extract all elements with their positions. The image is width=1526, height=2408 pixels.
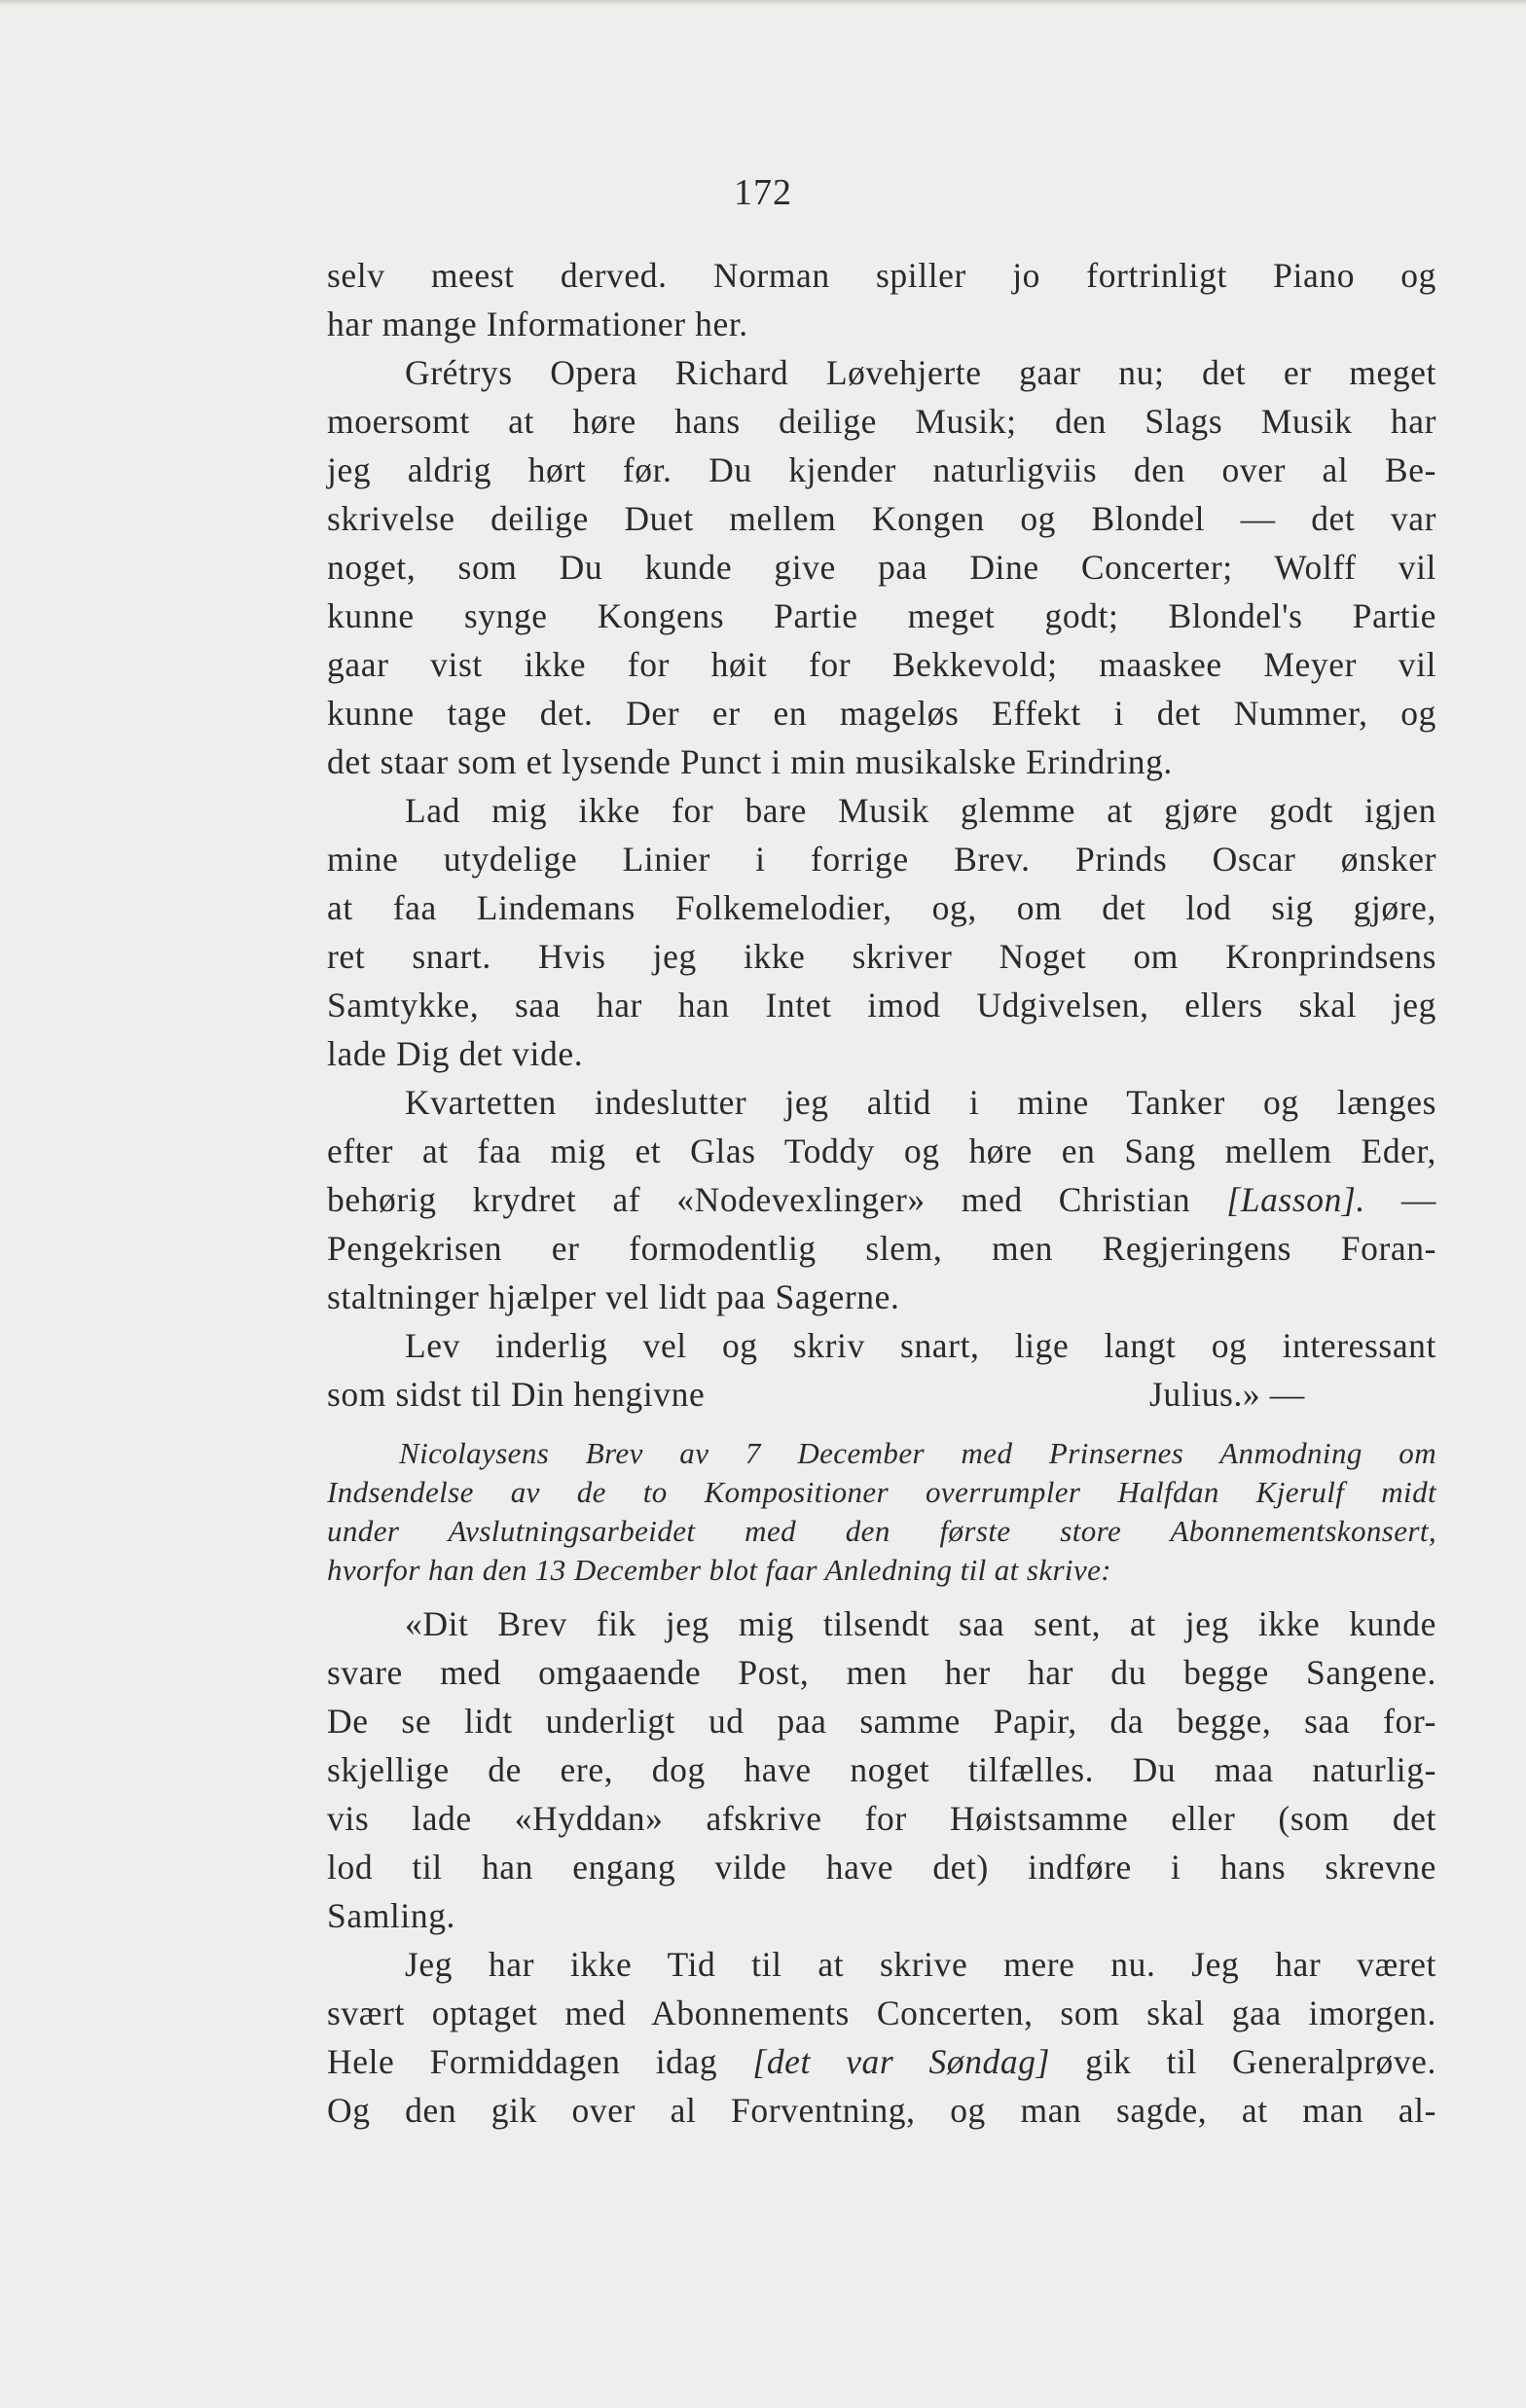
note-line: hvorfor han den 13 December blot faar Anledning til at skrive:	[327, 1553, 1111, 1587]
main-text-block	[327, 251, 1436, 2135]
text-line: Samtykke, saa har han Intet imod Udgivelsen, ellers skal jeg	[327, 986, 1436, 1024]
text-line: Grétrys Opera Richard Løvehjerte gaar nu; det er meget	[405, 353, 1436, 392]
text-line: Lev inderlig vel og skriv snart, lige langt og interessant	[405, 1326, 1436, 1365]
text-span: Hele Formiddagen idag	[327, 2042, 753, 2081]
note-line: under Avslutningsarbeidet med den første store Abonnementskonsert,	[327, 1514, 1436, 1548]
text-line: kunne synge Kongens Partie meget godt; Blondel's Partie	[327, 596, 1436, 635]
text-line: «Dit Brev fik jeg mig tilsendt saa sent, at jeg ikke kunde	[405, 1604, 1436, 1643]
text-line: kunne tage det. Der er en mageløs Effekt i det Nummer, og	[327, 694, 1436, 733]
text-line: moersomt at høre hans deilige Musik; den Slags Musik har	[327, 402, 1436, 441]
text-span: gik til Generalprøve.	[1050, 2042, 1437, 2081]
text-line: Og den gik over al Forventning, og man sagde, at man al-	[327, 2091, 1436, 2130]
text-line	[327, 1175, 1436, 1224]
text-line: lade Dig det vide.	[327, 1034, 584, 1073]
text-line: lod til han engang vilde have det) indføre i hans skrevne	[327, 1848, 1436, 1887]
text-line: det staar som et lysende Punct i min musikalske Erindring.	[327, 742, 1173, 781]
text-line: De se lidt underligt ud paa samme Papir, da begge, saa for-	[327, 1702, 1436, 1741]
text-line: skrivelse deilige Duet mellem Kongen og Blondel — det var	[327, 499, 1436, 538]
text-line: jeg aldrig hørt før. Du kjender naturligviis den over al Be-	[327, 450, 1436, 489]
italic-annotation: [Lasson].	[1226, 1180, 1365, 1219]
text-line: mine utydelige Linier i forrige Brev. Prinds Oscar ønsker	[327, 840, 1436, 879]
editorial-note	[327, 1434, 1436, 1590]
text-line: gaar vist ikke for høit for Bekkevold; maaskee Meyer vil	[327, 645, 1436, 684]
text-line: staltninger hjælper vel lidt paa Sagerne.	[327, 1277, 900, 1316]
closing-text: som sidst til Din hengivne	[327, 1375, 706, 1414]
text-line: vis lade «Hyddan» afskrive for Høistsamme eller (som det	[327, 1799, 1436, 1838]
note-line: Nicolaysens Brev av 7 December med Prinsernes Anmodning om	[399, 1436, 1436, 1470]
text-line: skjellige de ere, dog have noget tilfælles. Du maa naturlig-	[327, 1750, 1436, 1789]
note-line: Indsendelse av de to Kompositioner overrumpler Halfdan Kjerulf midt	[327, 1475, 1436, 1509]
text-line: selv meest derved. Norman spiller jo fortrinligt Piano og	[327, 256, 1436, 295]
text-line: at faa Lindemans Folkemelodier, og, om det lod sig gjøre,	[327, 888, 1436, 927]
page-edge-shadow	[0, 0, 1526, 6]
text-line: Samling.	[327, 1896, 456, 1935]
text-span: —	[1364, 1180, 1437, 1219]
text-line	[327, 2037, 1436, 2086]
text-line: Lad mig ikke for bare Musik glemme at gjøre godt igjen	[405, 791, 1436, 830]
closing-line	[327, 1370, 1436, 1419]
text-line: Pengekrisen er formodentlig slem, men Regjeringens Foran-	[327, 1229, 1436, 1268]
text-line: svare med omgaaende Post, men her har du begge Sangene.	[327, 1653, 1436, 1692]
text-line: ret snart. Hvis jeg ikke skriver Noget om Kronprindsens	[327, 937, 1436, 976]
text-span: behørig krydret af «Nodevexlinger» med Christian	[327, 1180, 1227, 1219]
text-line: svært optaget med Abonnements Concerten, som skal gaa imorgen.	[327, 1994, 1436, 2032]
text-line: har mange Informationer her.	[327, 305, 748, 343]
text-line: noget, som Du kunde give paa Dine Concerter; Wolff vil	[327, 548, 1436, 587]
text-line: efter at faa mig et Glas Toddy og høre en Sang mellem Eder,	[327, 1132, 1436, 1170]
signature: Julius.» —	[1149, 1375, 1305, 1414]
text-line: Jeg har ikke Tid til at skrive mere nu. Jeg har været	[405, 1945, 1436, 1984]
text-line: Kvartetten indeslutter jeg altid i mine Tanker og længes	[405, 1083, 1436, 1122]
page-number: 172	[734, 172, 792, 213]
italic-annotation: [det var Søndag]	[752, 2042, 1051, 2081]
